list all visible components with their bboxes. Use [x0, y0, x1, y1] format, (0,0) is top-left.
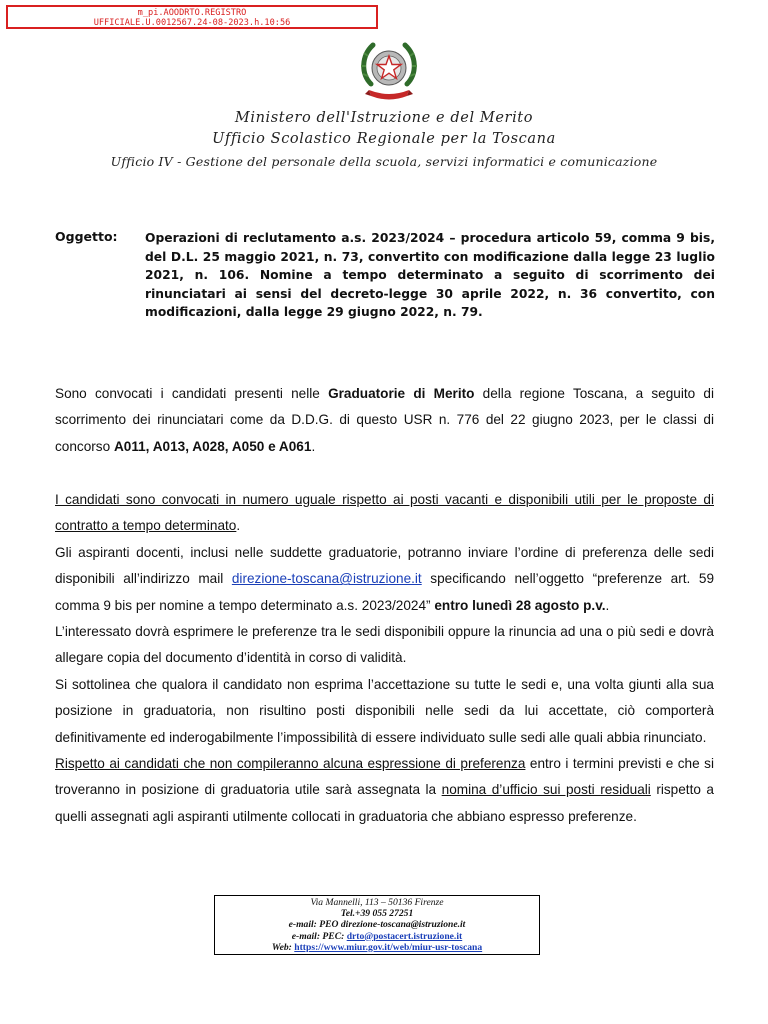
paragraph-warning: Si sottolinea che qualora il candidato non esprima l’accettazione su tutte le sedi e, una volta giunti alla sua posizione in graduatoria, non risultino posti disponibili nelle sedi da lui accettate, ciò comporterà definitivamente ed inderogabilmente l’impossibilità di essere individuato sulle sedi alle quali abbia rinunciato. [55, 676, 714, 745]
footer-peo-email: direzione-toscana@istruzione.it [340, 919, 466, 931]
p1-graduatorie: Graduatorie di Merito [328, 386, 475, 401]
email-link[interactable]: direzione-toscana@istruzione.it [231, 571, 422, 587]
p1-text-e: . [311, 438, 316, 454]
unit-heading: Ufficio IV - Gestione del personale della scuola, servizi informatici e comunicazione [110, 154, 658, 169]
paragraph-default-assignment [55, 751, 714, 830]
body-paragraphs [55, 487, 714, 830]
italian-republic-emblem-icon [359, 36, 419, 104]
paragraph-interested: L’interessato dovrà esprimere le preferenze tra le sedi disponibili oppure la rinuncia ad una o più sedi e dovrà allegare copia del documento d’identità in corso di validità. [55, 624, 714, 666]
footer-contact-box [214, 895, 540, 955]
subject-text: Operazioni di reclutamento a.s. 2023/2024 – procedura articolo 59, comma 9 bis, del D.L. 25 maggio 2021, n. 73, convertito con modificazione dalla legge 23 luglio 2021, n. 106. Nomine a tempo determinato a seguito di scorrimento dei rinunciatari ai sensi del decreto-legge 30 aprile 2022, n. 36 convertito, con modificazioni, dalla legge 29 giugno 2022, n. 79. [145, 231, 715, 320]
p6-underlined-a: Rispetto ai candidati che non compileranno alcuna espressione di preferenza [55, 756, 526, 772]
footer-phone: Tel.+39 055 27251 [340, 908, 414, 920]
footer-pec-link[interactable]: drto@postacert.istruzione.it [346, 930, 463, 942]
p3-text-a: Gli aspiranti docenti, inclusi nelle suddette graduatorie, potranno inviare l’ordine di preferenza delle sedi disponibili all’indirizzo mail [55, 544, 714, 587]
p2-period: . [236, 518, 241, 534]
paragraph-preferences [55, 540, 714, 619]
paragraph-posts [55, 487, 714, 540]
footer-peo-label: e-mail: PEO [288, 919, 341, 931]
p6-text-b: entro i termini previsti e che si troveranno in posizione di graduatoria utile sarà assegnata la [55, 756, 714, 798]
subject-label: Oggetto: [55, 229, 118, 244]
p1-text-a: Sono convocati i candidati presenti nelle [55, 386, 329, 401]
stamp-line-1: m_pi.AOODRTO.REGISTRO [137, 8, 247, 18]
footer-web-link[interactable]: https://www.miur.gov.it/web/miur-usr-toscana [294, 941, 483, 953]
p1-text-c: della regione Toscana, a seguito di scorrimento dei rinunciatari come da D.D.G. di questo USR n. 776 del 22 giugno 2023, per le classi di concorso [55, 386, 715, 454]
p3-deadline: entro lunedì 28 agosto p.v. [434, 597, 606, 613]
p6-underlined-c: nomina d’ufficio sui posti residuali [441, 782, 651, 798]
footer-pec-label: e-mail: PEC: [291, 930, 347, 942]
p6-text-d: rispetto a quelli assegnati agli aspiranti utilmente collocati in graduatoria che abbiano espresso preferenze. [55, 782, 714, 824]
p3-text-c: specificando nell’oggetto “preferenze art. 59 comma 9 bis per nomine a tempo determinato a.s. 2023/2024” [55, 571, 715, 613]
stamp-line-2: UFFICIALE.U.0012567.24-08-2023.h.10:56 [93, 18, 291, 28]
p3-text-e: . [605, 597, 610, 613]
ministry-heading: Ministero dell'Istruzione e del Merito [234, 110, 534, 126]
p2-underlined: I candidati sono convocati in numero uguale rispetto ai posti vacanti e disponibili utili per le proposte di contratto a tempo determinato [55, 492, 714, 534]
footer-peo [215, 919, 539, 930]
office-heading: Ufficio Scolastico Regionale per la Toscana [212, 131, 556, 147]
footer-web-label: Web: [271, 941, 295, 953]
footer-address: Via Mannelli, 113 – 50136 Firenze [310, 897, 444, 908]
footer-web [215, 942, 539, 953]
protocol-stamp [6, 5, 378, 29]
footer-pec [215, 931, 539, 942]
p1-classes: A011, A013, A028, A050 e A061 [113, 438, 312, 454]
paragraph-convocation [55, 381, 714, 460]
